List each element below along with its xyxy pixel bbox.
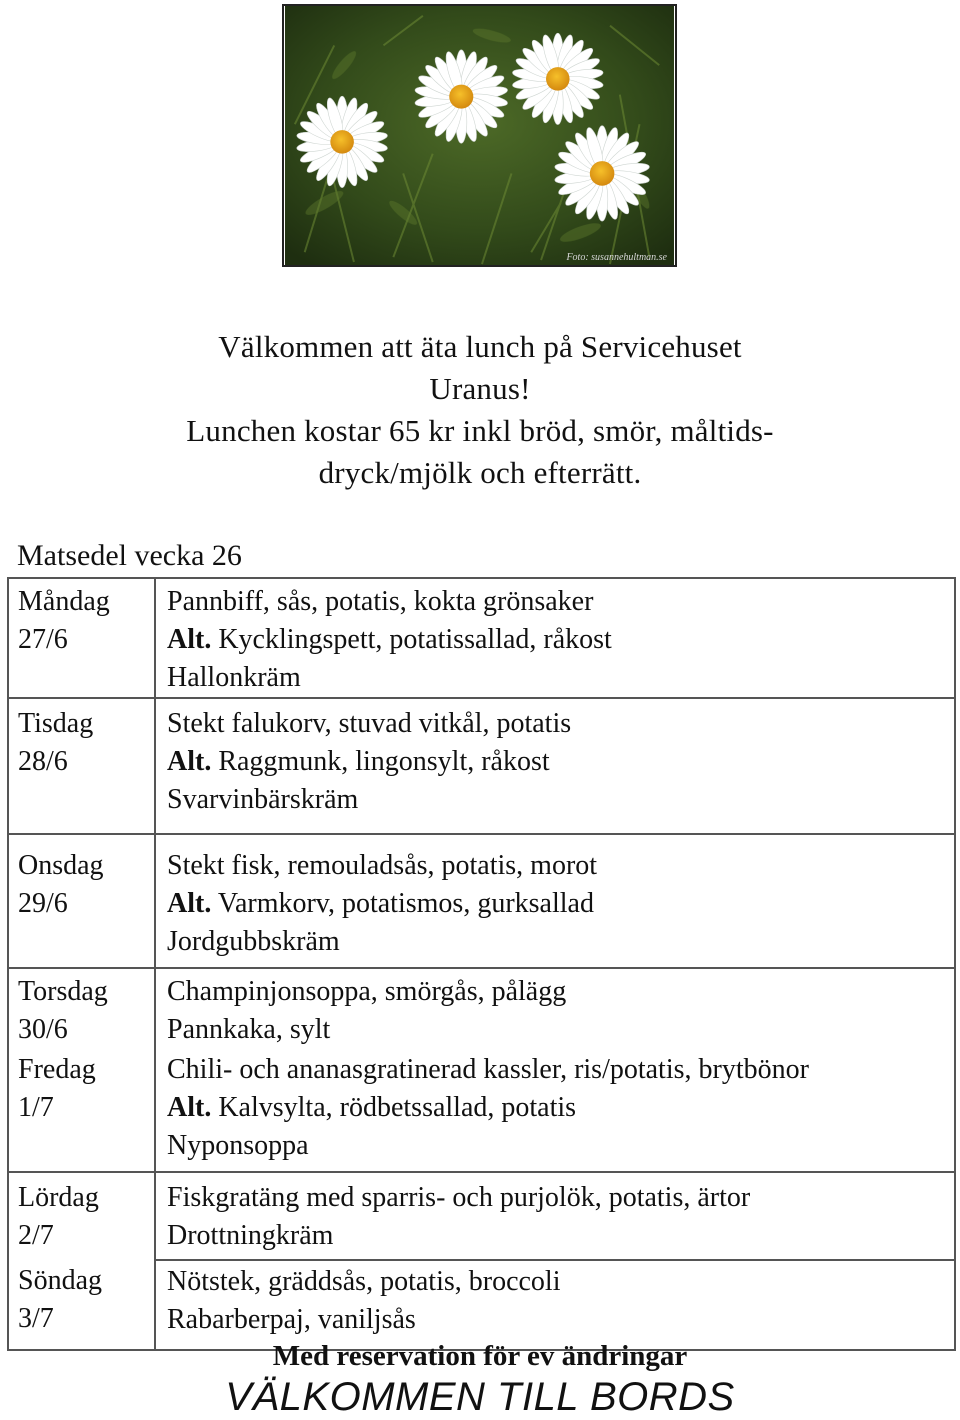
menu-row-wednesday [8, 834, 955, 968]
dessert: Nyponsoppa [167, 1130, 309, 1161]
daisy-center [449, 85, 473, 109]
daisy-image [284, 6, 675, 265]
menu-table [7, 577, 956, 1351]
intro-line: Välkommen att äta lunch på Servicehuset [218, 329, 742, 364]
day-date: 28/6 [18, 746, 68, 777]
alt-dish: Alt. Kycklingspett, potatissallad, råkost [167, 624, 612, 655]
daisy-center [590, 161, 615, 186]
alt-label: Alt. [167, 888, 212, 919]
day-name: Fredag [18, 1054, 96, 1085]
alt-dish: Alt. Raggmunk, lingonsylt, råkost [167, 746, 550, 777]
reservation-note: Med reservation för ev ändringar [272, 1340, 688, 1372]
main-dish: Stekt falukorv, stuvad vitkål, potatis [167, 708, 572, 739]
dish-cell [155, 968, 955, 1049]
day-name: Tisdag [18, 708, 94, 739]
day-name: Onsdag [18, 850, 104, 881]
day-cell [8, 698, 155, 834]
dessert: Pannkaka, sylt [167, 1014, 331, 1045]
day-cell [8, 1260, 155, 1350]
main-dish: Champinjonsoppa, smörgås, pålägg [167, 976, 567, 1007]
daisy-photo [282, 4, 677, 267]
dish-cell [155, 1049, 955, 1172]
alt-dish: Alt. Varmkorv, potatismos, gurksallad [167, 888, 594, 919]
day-date: 29/6 [18, 888, 68, 919]
day-name: Söndag [18, 1265, 102, 1296]
dish-cell [155, 1172, 955, 1260]
day-cell [8, 1049, 155, 1172]
dessert: Rabarberpaj, vaniljsås [167, 1304, 416, 1335]
dessert: Drottningkräm [167, 1220, 334, 1251]
menu-week-title: Matsedel vecka 26 [17, 539, 242, 572]
day-cell [8, 968, 155, 1049]
alt-dish: Alt. Kalvsylta, rödbetssallad, potatis [167, 1092, 577, 1123]
dessert: Svarvinbärskräm [167, 784, 359, 815]
menu-row-friday [8, 1049, 955, 1172]
intro-line: Lunchen kostar 65 kr inkl bröd, smör, måltids- [186, 413, 774, 448]
dish-cell [155, 1260, 955, 1350]
main-dish: Nötstek, gräddsås, potatis, broccoli [167, 1266, 561, 1297]
day-cell [8, 1172, 155, 1260]
alt-label: Alt. [167, 624, 212, 655]
day-date: 30/6 [18, 1014, 68, 1045]
day-date: 1/7 [18, 1092, 54, 1123]
menu-row-saturday [8, 1172, 955, 1260]
dessert: Hallonkräm [167, 662, 301, 693]
menu-row-tuesday [8, 698, 955, 834]
day-date: 2/7 [18, 1220, 54, 1251]
dish-cell [155, 578, 955, 698]
main-dish: Chili- och ananasgratinerad kassler, ris/potatis, brytbönor [167, 1054, 809, 1085]
day-name: Lördag [18, 1182, 99, 1213]
intro-line: Uranus! [429, 371, 531, 406]
daisy-center [546, 67, 570, 91]
intro-line: dryck/mjölk och efterrätt. [318, 455, 642, 490]
day-date: 3/7 [18, 1303, 54, 1334]
alt-label: Alt. [167, 1092, 212, 1123]
welcome-banner: VÄLKOMMEN TILL BORDS [225, 1375, 735, 1419]
alt-label: Alt. [167, 746, 212, 777]
main-dish: Fiskgratäng med sparris- och purjolök, potatis, ärtor [167, 1182, 751, 1213]
menu-row-thursday [8, 968, 955, 1049]
day-name: Måndag [18, 586, 110, 617]
menu-row-sunday [8, 1260, 955, 1350]
main-dish: Pannbiff, sås, potatis, kokta grönsaker [167, 586, 594, 617]
daisy-center [330, 130, 354, 154]
photo-credit: Foto: susannehultman.se [566, 252, 667, 263]
dish-cell [155, 698, 955, 834]
main-dish: Stekt fisk, remouladsås, potatis, morot [167, 850, 598, 881]
day-cell [8, 834, 155, 968]
intro-text [0, 326, 960, 494]
dessert: Jordgubbskräm [167, 926, 340, 957]
menu-row-monday [8, 578, 955, 698]
day-cell [8, 578, 155, 698]
dish-cell [155, 834, 955, 968]
day-name: Torsdag [18, 976, 108, 1007]
day-date: 27/6 [18, 624, 68, 655]
